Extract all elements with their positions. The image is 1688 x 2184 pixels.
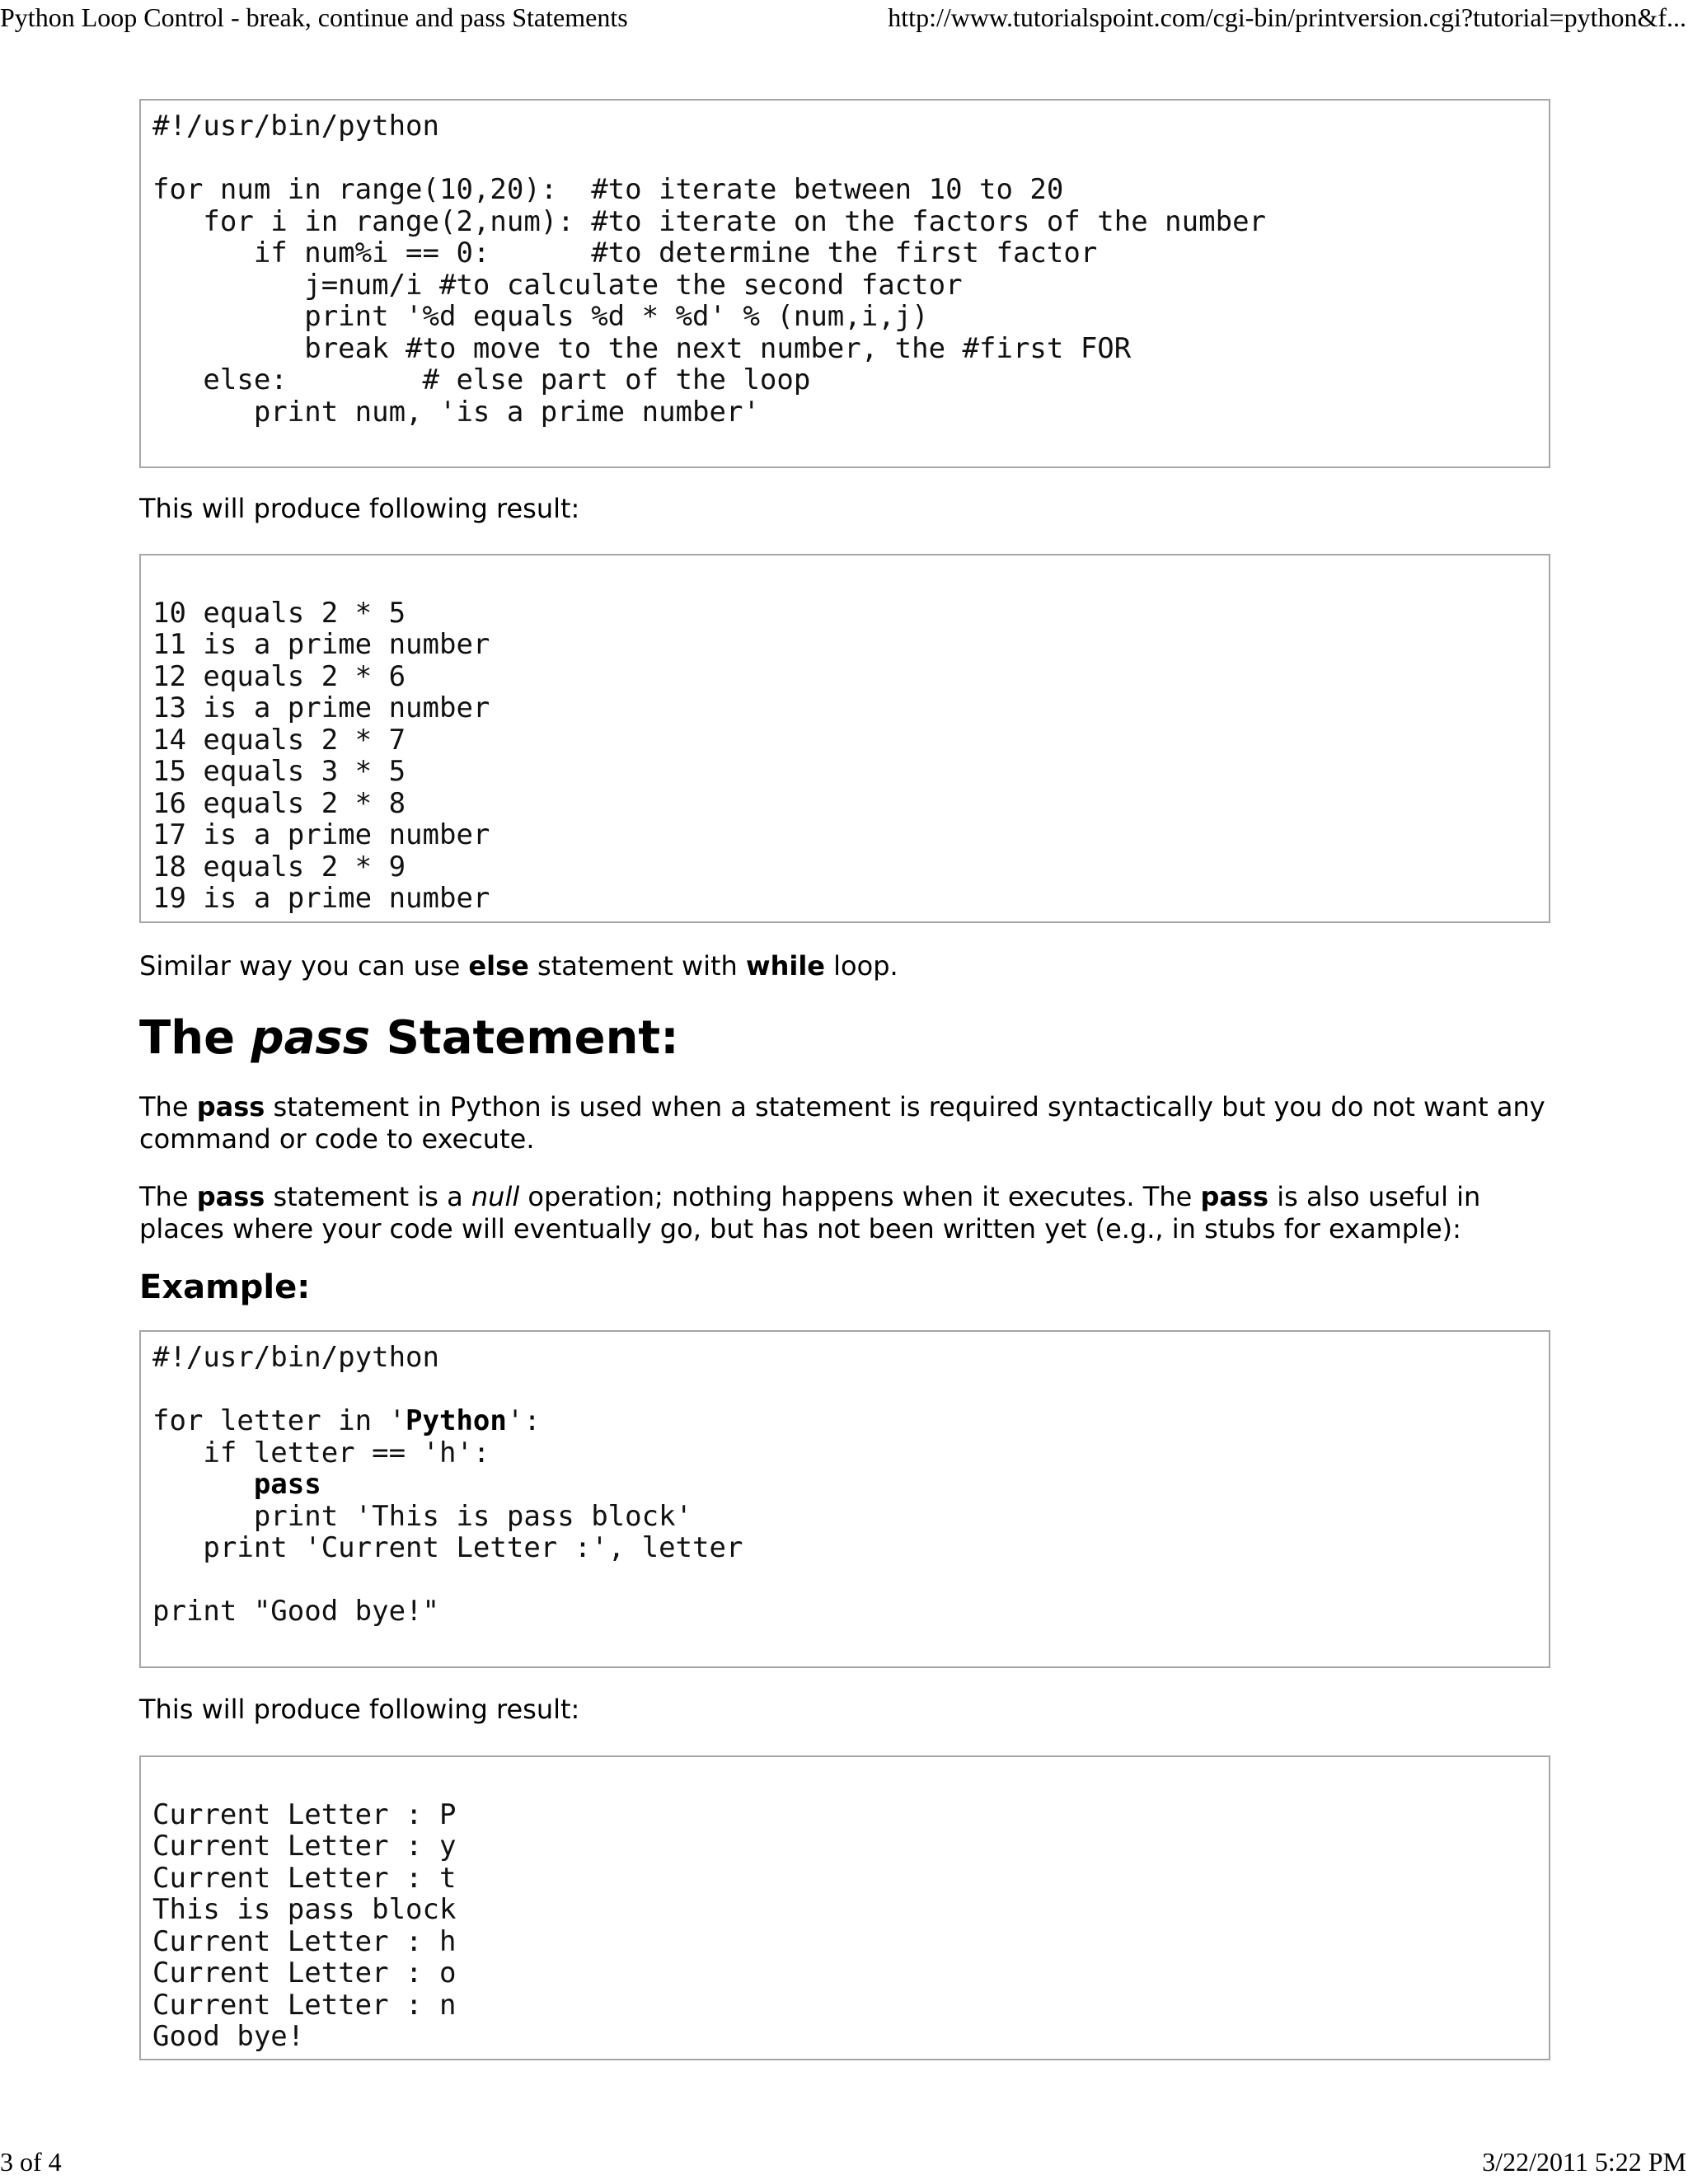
output-block-pass-example xyxy=(139,1755,1550,2060)
code-text: #!/usr/bin/python for letter in 'Python': if letter == 'h': pass print 'This is pass block' print 'Current Letter :', letter print "Good bye!" xyxy=(152,1341,743,1628)
print-header-url: http://www.tutorialspoint.com/cgi-bin/printversion.cgi?tutorial=python&f... xyxy=(888,2,1686,32)
print-header-title: Python Loop Control - break, continue and pass Statements xyxy=(0,2,628,32)
result-intro-1: This will produce following result: xyxy=(139,493,580,524)
code-block-pass-example xyxy=(139,1330,1550,1668)
example-heading: Example: xyxy=(139,1268,311,1306)
output-text: 10 equals 2 * 5 11 is a prime number 12 equals 2 * 6 13 is a prime number 14 equals 2 * 7 15 equals 3 * 5 16 equals 2 * 8 17 is a prime number 18 equals 2 * 9 19 is a prime number xyxy=(152,596,490,915)
result-intro-2: This will produce following result: xyxy=(139,1694,580,1725)
print-footer-datetime: 3/22/2011 5:22 PM xyxy=(1482,2147,1686,2177)
code-text: #!/usr/bin/python for num in range(10,20): #to iterate between 10 to 20 for i in range(2,num): #to iterate on the factors of the number if num%i == 0: #to determine the first factor j=num/i #to calculate the second factor print '%d equals %d * %d' % (num,i,j) break #to move to the next number, the #first FOR else: # else part of the loop print num, 'is a prime number' xyxy=(152,110,1267,429)
similar-while-note: Similar way you can use else statement with while loop. xyxy=(139,950,898,982)
section-heading-pass: The pass Statement: xyxy=(139,1011,679,1065)
pass-paragraph-2: The pass statement is a null operation; nothing happens when it executes. The pass is also useful in places where your code will eventually go, but has not been written yet (e.g., in stubs for example): xyxy=(139,1181,1481,1244)
output-block-break-example xyxy=(139,554,1550,923)
pass-paragraph-1: The pass statement in Python is used when a statement is required syntactically but you do not want any command or code to execute. xyxy=(139,1091,1545,1155)
code-block-break-example xyxy=(139,99,1550,468)
output-text: Current Letter : P Current Letter : y Current Letter : t This is pass block Current Letter : h Current Letter : o Current Letter : n Good bye! xyxy=(152,1797,457,2053)
print-footer-page-number: 3 of 4 xyxy=(0,2147,62,2177)
